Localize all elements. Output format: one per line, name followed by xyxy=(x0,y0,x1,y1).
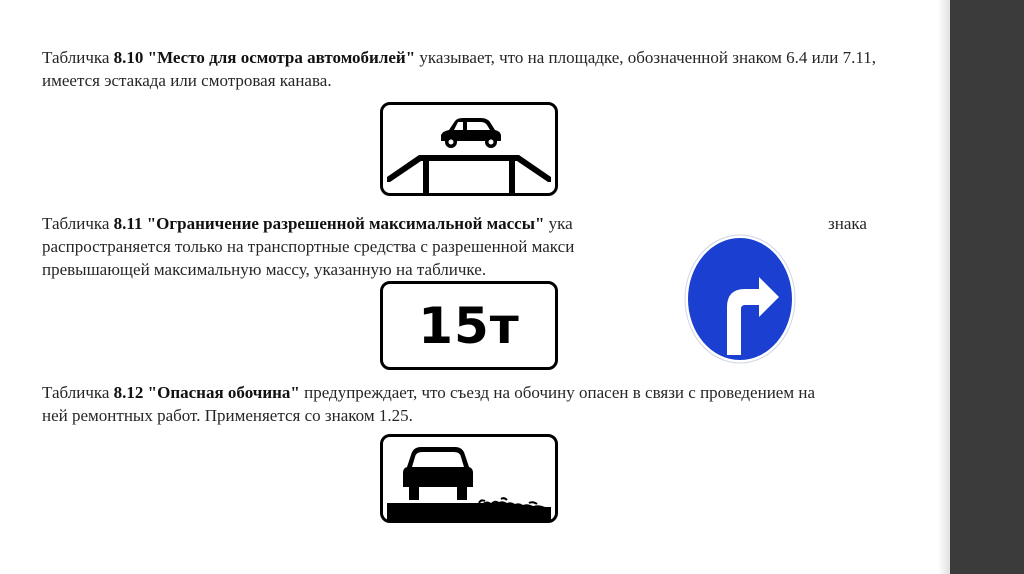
p1-bold-title: 8.10 "Место для осмотра автомобилей" xyxy=(113,48,416,67)
p2-tail: знака xyxy=(828,214,867,233)
paragraph-8-10 xyxy=(42,46,912,92)
p2-line2: распространяется только на транспортные средства с разрешенной макси xyxy=(42,237,575,256)
plate-8-11 xyxy=(380,281,558,370)
p3-prefix: Табличка xyxy=(42,383,114,402)
p2-line3: превышающей максимальную массу, указанную на табличке. xyxy=(42,260,487,279)
p2-bold-title: 8.11 "Ограничение разрешенной максимальной массы" xyxy=(113,214,545,233)
car-on-ramp-icon xyxy=(383,105,555,193)
go-straight-or-right-arrow-icon xyxy=(683,233,797,365)
p2-prefix: Табличка xyxy=(42,214,114,233)
paragraph-8-12 xyxy=(42,381,842,427)
slide-edge-shadow xyxy=(938,0,950,574)
p1-prefix: Табличка xyxy=(42,48,114,67)
right-side-bar xyxy=(950,0,1024,574)
car-on-dangerous-shoulder-icon xyxy=(383,437,555,520)
p3-suffix: предупреждает, что съезд на обочину опасен в связи с проведением на ней ремонтных работ. Применяется со знаком 1.25. xyxy=(42,383,815,425)
p1-suffix: указывает, что на площадке, обозначенной знаком 6.4 или 7.11, имеется эстакада или смотровая канава. xyxy=(42,48,876,90)
plate-8-10 xyxy=(380,102,558,196)
plate-8-12 xyxy=(380,434,558,523)
plate-8-11-text: 15т xyxy=(418,296,520,355)
p3-bold-title: 8.12 "Опасная обочина" xyxy=(113,383,300,402)
p2-suffix: ука xyxy=(544,214,573,233)
